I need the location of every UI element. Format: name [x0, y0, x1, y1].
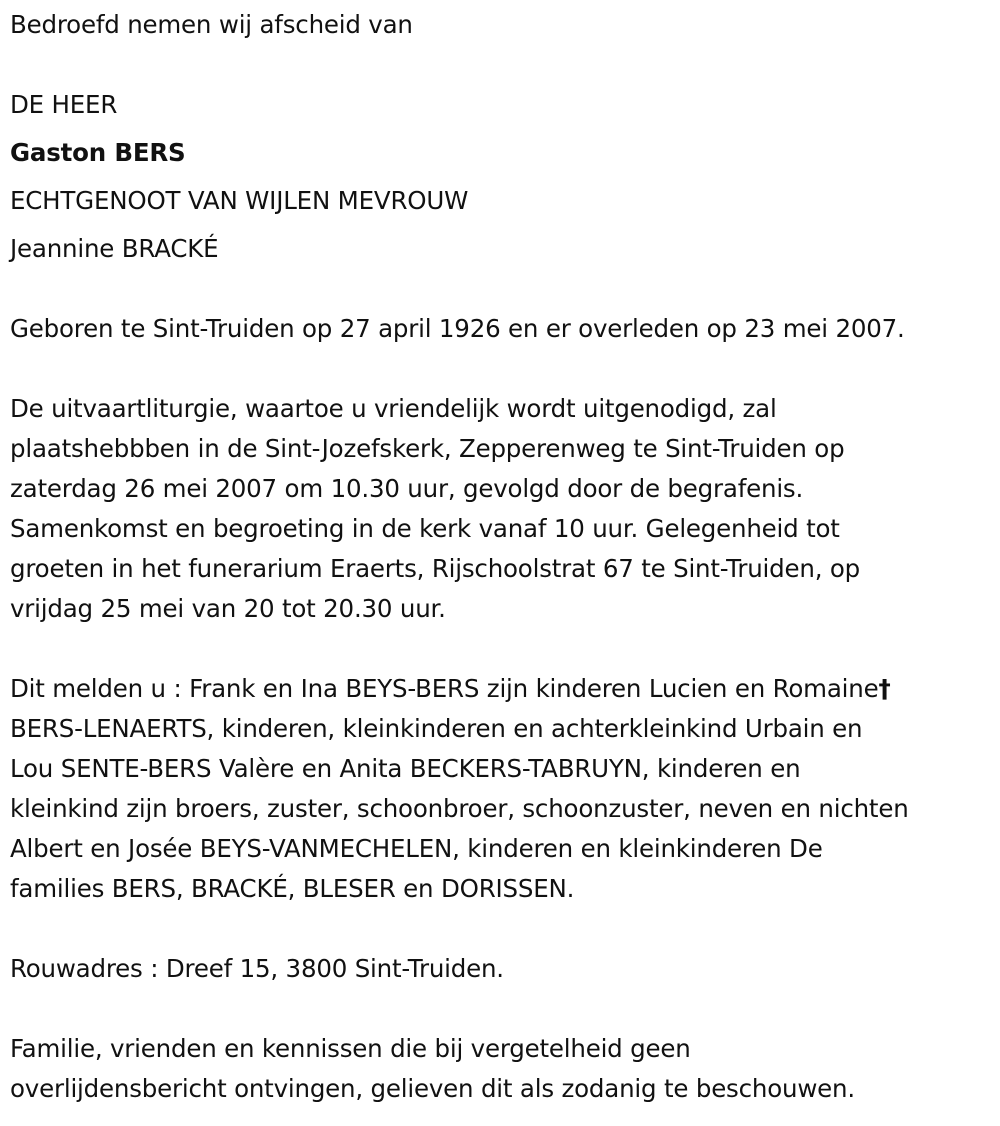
family-line: Lou SENTE-BERS Valère en Anita BECKERS-TABRUYN, kinderen en [10, 754, 801, 783]
address-text: Rouwadres : Dreef 15, 3800 Sint-Truiden. [10, 954, 504, 983]
ceremony-line: plaatshebbben in de Sint-Jozefskerk, Zepperenweg te Sint-Truiden op [10, 434, 845, 463]
family-line: families BERS, BRACKÉ, BLESER en DORISSEN. [10, 874, 575, 903]
cross-symbol: † [878, 674, 891, 703]
family-line: Albert en Josée BEYS-VANMECHELEN, kinderen en kleinkinderen De [10, 834, 823, 863]
family-line: kleinkind zijn broers, zuster, schoonbroer, schoonzuster, neven en nichten [10, 794, 909, 823]
ceremony-line: De uitvaartliturgie, waartoe u vriendelijk wordt uitgenodigd, zal [10, 394, 777, 423]
ceremony-line: zaterdag 26 mei 2007 om 10.30 uur, gevolgd door de begrafenis. [10, 474, 804, 503]
family-line: BERS-LENAERTS, kinderen, kleinkinderen en achterkleinkind Urbain en [10, 714, 863, 743]
family-line-text: Dit melden u : Frank en Ina BEYS-BERS zijn kinderen Lucien en Romaine [10, 674, 879, 703]
closing-line: overlijdensbericht ontvingen, gelieven dit als zodanig te beschouwen. [10, 1074, 855, 1103]
intro-text: Bedroefd nemen wij afscheid van [10, 10, 413, 39]
family-line [10, 674, 891, 704]
closing-line: Familie, vrienden en kennissen die bij vergetelheid geen [10, 1034, 691, 1063]
deceased-name: Gaston BERS [10, 138, 186, 167]
ceremony-line: Samenkomst en begroeting in de kerk vanaf 10 uur. Gelegenheid tot [10, 514, 840, 543]
spouse-title: ECHTGENOOT VAN WIJLEN MEVROUW [10, 186, 469, 215]
birth-death-text: Geboren te Sint-Truiden op 27 april 1926 en er overleden op 23 mei 2007. [10, 314, 905, 343]
title-line: DE HEER [10, 90, 118, 119]
spouse-name: Jeannine BRACKÉ [10, 234, 219, 263]
ceremony-line: groeten in het funerarium Eraerts, Rijschoolstrat 67 te Sint-Truiden, op [10, 554, 861, 583]
ceremony-line: vrijdag 25 mei van 20 tot 20.30 uur. [10, 594, 446, 623]
